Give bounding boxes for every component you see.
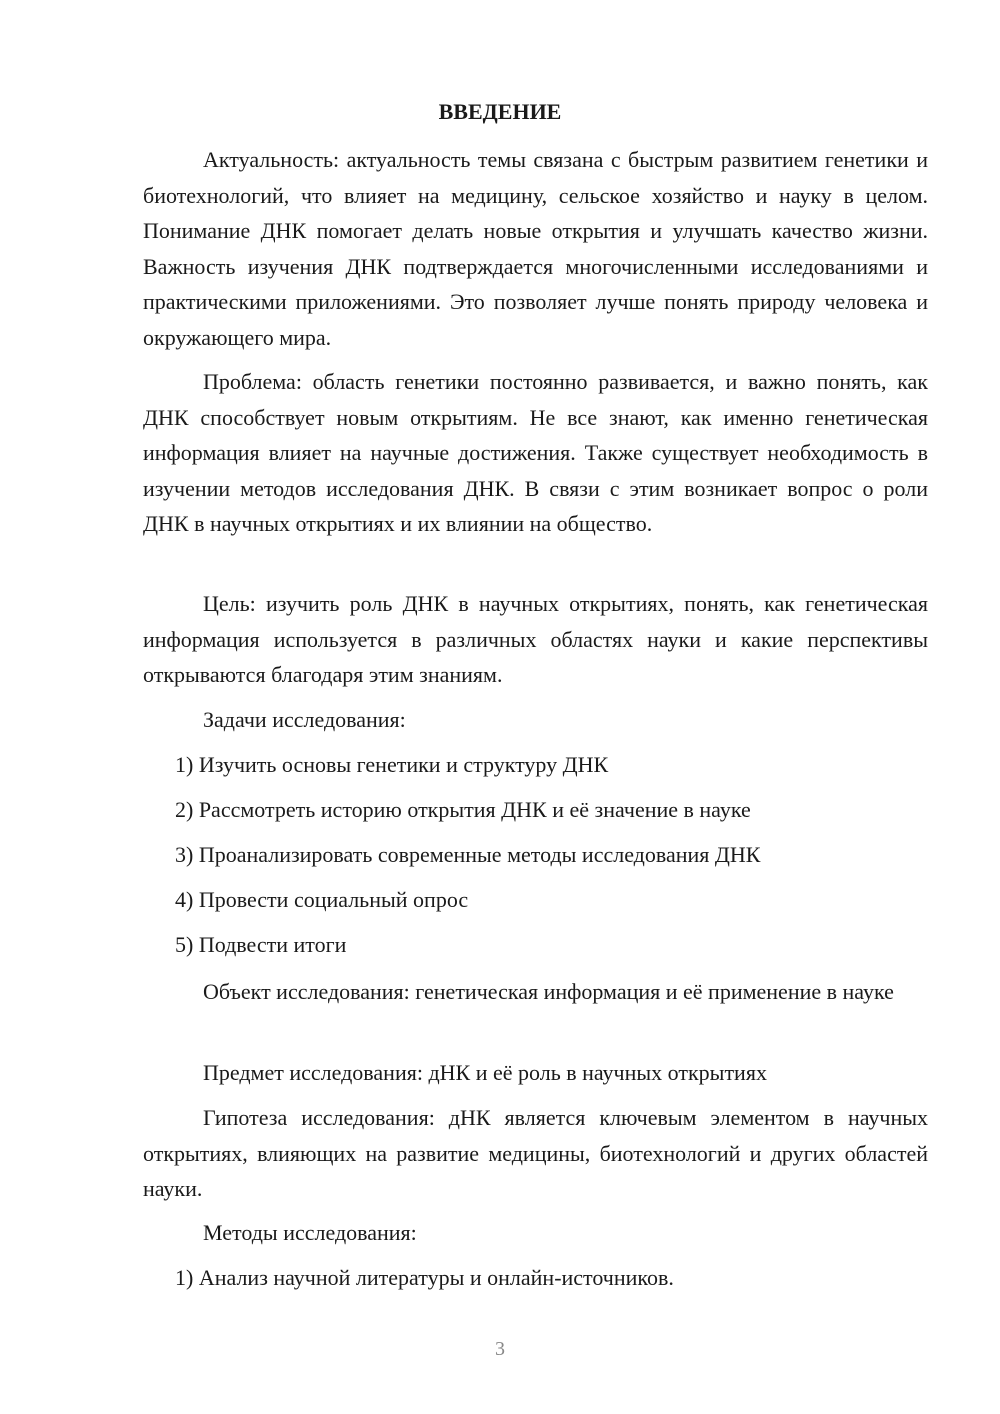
relevance-paragraph: Актуальность: актуальность темы связана с быстрым развитием генетики и биотехнологий, что влияет на медицину, сельское хозяйство и науку в целом. Понимание ДНК помогает делать новые открытия и улучшать качество жизни. Важность изучения ДНК подтверждается многочисленными исследованиями и практическими приложениями. Это позволяет лучше понять природу человека и окружающего мира. <box>143 147 928 350</box>
problem-paragraph: Проблема: область генетики постоянно развивается, и важно понять, как ДНК способствует новым открытиям. Не все знают, как именно генетическая информация влияет на научные достижения. Также существует необходимость в изучении методов исследования ДНК. В связи с этим возникает вопрос о роли ДНК в научных открытиях и их влиянии на общество. <box>143 369 928 536</box>
hypothesis-paragraph: Гипотеза исследования: дНК является ключевым элементом в научных открытиях, влияющих на развитие медицины, биотехнологий и других областей науки. <box>143 1105 928 1201</box>
methods-heading: Методы исследования: <box>203 1220 417 1245</box>
subject-line: Предмет исследования: дНК и её роль в научных открытиях <box>203 1060 767 1085</box>
task-item: 2) Рассмотреть историю открытия ДНК и её значение в науке <box>175 797 751 822</box>
task-item: 5) Подвести итоги <box>175 932 347 957</box>
task-item: 1) Изучить основы генетики и структуру ДНК <box>175 752 609 777</box>
task-item: 3) Проанализировать современные методы исследования ДНК <box>175 842 761 867</box>
page-number: 3 <box>495 1338 505 1360</box>
task-item: 4) Провести социальный опрос <box>175 887 469 912</box>
goal-paragraph: Цель: изучить роль ДНК в научных открытиях, понять, как генетическая информация используется в различных областях науки и какие перспективы открываются благодаря этим знаниям. <box>143 591 928 687</box>
tasks-heading: Задачи исследования: <box>203 707 406 732</box>
page-title: ВВЕДЕНИЕ <box>438 99 562 124</box>
object-paragraph: Объект исследования: генетическая информация и её применение в науке <box>203 979 894 1004</box>
method-item: 1) Анализ научной литературы и онлайн-источников. <box>175 1265 674 1290</box>
